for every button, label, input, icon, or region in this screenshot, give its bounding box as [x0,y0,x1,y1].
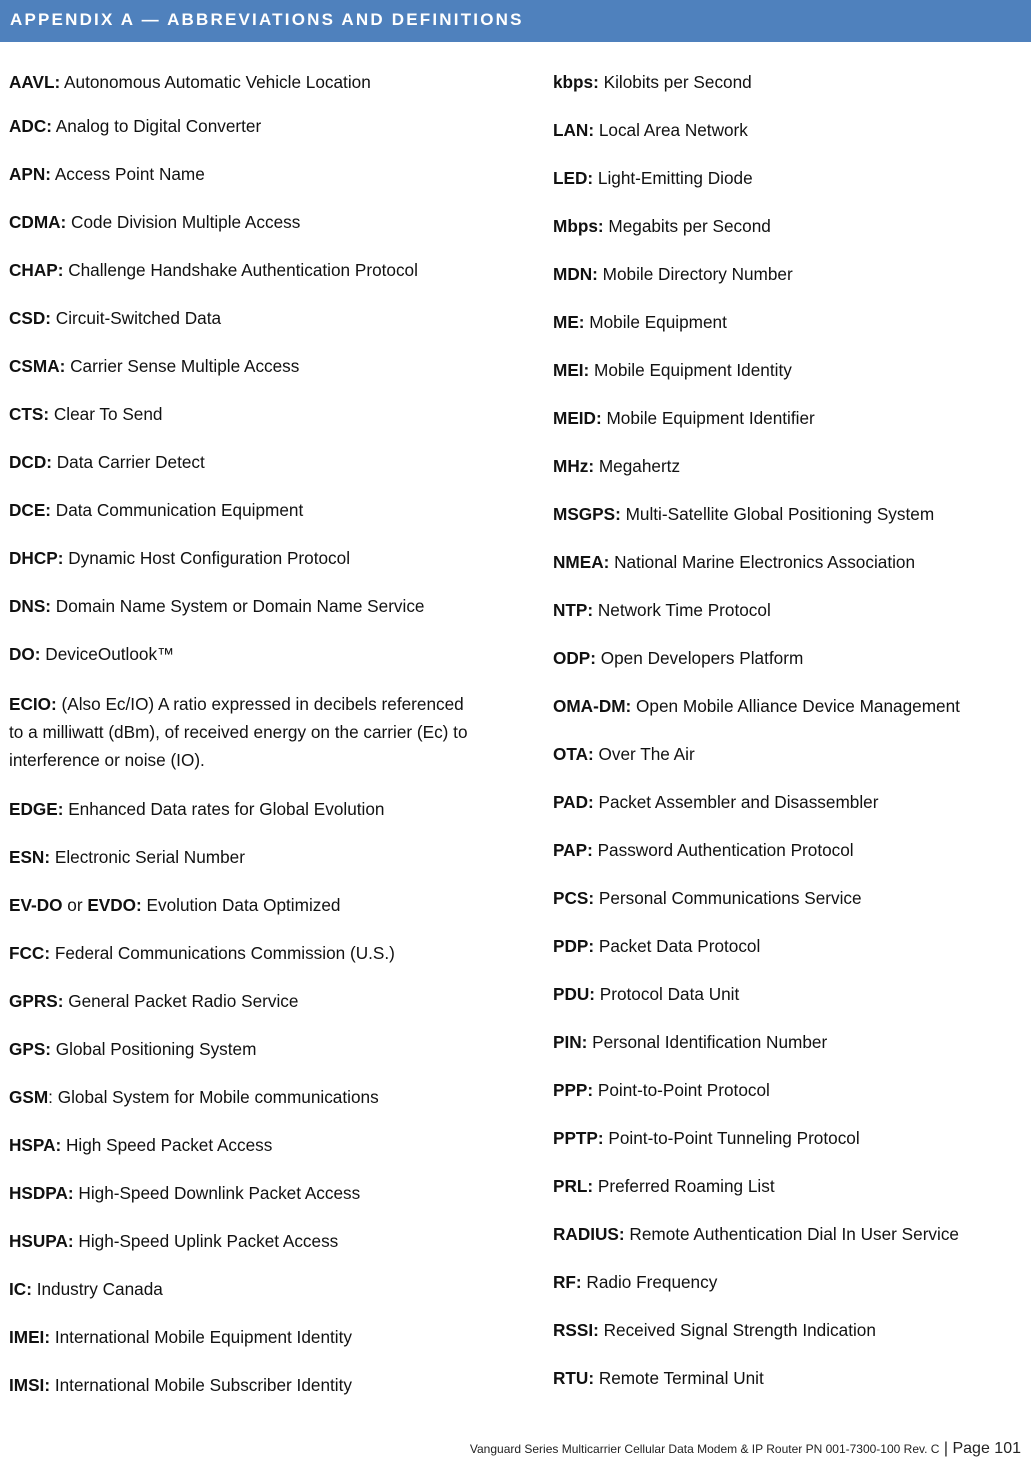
abbreviation-definition: Enhanced Data rates for Global Evolution [63,799,385,819]
abbreviation-definition: Carrier Sense Multiple Access [65,356,300,376]
abbreviation-definition: Global Positioning System [51,1039,257,1059]
abbreviation-term: EV-DO [9,895,63,915]
abbreviation-term: RF: [553,1272,582,1292]
page-number: Page 101 [952,1440,1021,1457]
abbreviation-entry [9,690,479,774]
abbreviation-entry [553,262,793,286]
abbreviation-definition: Clear To Send [49,404,163,424]
abbreviation-definition: Local Area Network [594,120,748,140]
abbreviation-definition: Circuit-Switched Data [51,308,222,328]
abbreviation-definition: Point-to-Point Protocol [593,1080,770,1100]
abbreviation-term: PDP: [553,936,595,956]
abbreviation-term: ECIO: [9,694,57,714]
abbreviation-entry [553,454,680,478]
abbreviation-definition: Dynamic Host Configuration Protocol [63,548,351,568]
abbreviation-term: Mbps: [553,216,604,236]
abbreviation-definition: Over The Air [593,744,695,764]
abbreviation-term: CDMA: [9,212,67,232]
abbreviation-term: PDU: [553,984,596,1004]
abbreviation-definition: Kilobits per Second [598,72,752,92]
abbreviation-term: CHAP: [9,260,64,280]
abbreviation-entry [553,1126,860,1150]
abbreviation-term: MDN: [553,264,598,284]
abbreviation-definition: Electronic Serial Number [50,847,245,867]
abbreviation-entry [553,934,760,958]
abbreviation-definition: High-Speed Downlink Packet Access [73,1183,361,1203]
abbreviation-entry [9,114,261,138]
abbreviation-definition: Code Division Multiple Access [66,212,301,232]
abbreviation-term: EDGE: [9,799,64,819]
abbreviation-term: kbps: [553,72,599,92]
abbreviation-term: NMEA: [553,552,610,572]
abbreviation-term: APN: [9,164,52,184]
abbreviation-entry [9,989,298,1013]
abbreviation-definition: International Mobile Equipment Identity [50,1327,352,1347]
abbreviation-term: PAD: [553,792,594,812]
abbreviation-entry [9,797,384,821]
abbreviation-entry [9,498,303,522]
abbreviation-entry [553,550,915,574]
abbreviation-term: CSMA: [9,356,66,376]
abbreviation-entry [553,886,862,910]
abbreviation-entry [553,1078,770,1102]
abbreviation-definition: DeviceOutlook™ [40,644,175,664]
abbreviation-term: HSPA: [9,1135,62,1155]
abbreviation-term: ESN: [9,847,51,867]
abbreviation-term-alt: EVDO: [87,895,142,915]
section-header-bar [0,0,1031,42]
abbreviation-term: PAP: [553,840,593,860]
abbreviation-definition: High Speed Packet Access [61,1135,273,1155]
abbreviation-term: IC: [9,1279,32,1299]
abbreviation-term: MEI: [553,360,590,380]
footer-document-title: Vanguard Series Multicarrier Cellular Data Modem & IP Router PN 001-7300-100 Rev. C [469,1442,940,1456]
abbreviation-definition: Open Mobile Alliance Device Management [631,696,960,716]
abbreviation-entry [9,594,424,618]
abbreviation-entry [9,1181,360,1205]
abbreviation-term: DNS: [9,596,52,616]
abbreviation-term: DHCP: [9,548,64,568]
abbreviation-definition: Mobile Equipment Identifier [601,408,815,428]
abbreviation-term: RSSI: [553,1320,599,1340]
abbreviation-term: GPRS: [9,991,64,1011]
section-title: APPENDIX A — ABBREVIATIONS AND DEFINITIONS [10,10,524,29]
abbreviation-definition: Data Communication Equipment [51,500,304,520]
abbreviation-definition: Mobile Directory Number [597,264,793,284]
abbreviation-definition: Light-Emitting Diode [593,168,753,188]
abbreviation-entry [9,450,205,474]
abbreviation-term: IMSI: [9,1375,51,1395]
page-footer [470,1440,1021,1458]
abbreviation-definition: Autonomous Automatic Vehicle Location [60,72,371,92]
abbreviation-connector: or [62,895,88,915]
abbreviation-term: RADIUS: [553,1224,625,1244]
abbreviation-definition: Personal Identification Number [587,1032,828,1052]
abbreviation-term: GSM [9,1087,49,1107]
abbreviation-entry [553,1270,717,1294]
abbreviation-term: DO: [9,644,41,664]
abbreviation-entry [553,70,752,94]
abbreviation-term: ME: [553,312,585,332]
abbreviation-entry [9,1229,338,1253]
abbreviation-term: FCC: [9,943,51,963]
abbreviation-definition: Password Authentication Protocol [592,840,854,860]
abbreviation-entry [9,210,300,234]
abbreviation-entry [553,166,753,190]
abbreviation-term: NTP: [553,600,594,620]
abbreviation-definition: Multi-Satellite Global Positioning System [620,504,935,524]
abbreviation-entry [9,1373,352,1397]
abbreviation-entry [553,310,727,334]
abbreviation-definition: Remote Authentication Dial In User Service [624,1224,959,1244]
abbreviation-definition: Protocol Data Unit [595,984,740,1004]
abbreviation-term: ADC: [9,116,52,136]
abbreviation-term: CTS: [9,404,50,424]
abbreviation-entry [9,70,371,94]
abbreviation-entry [553,598,771,622]
abbreviation-term: OTA: [553,744,594,764]
abbreviation-definition: Access Point Name [51,164,205,184]
abbreviation-definition: Network Time Protocol [593,600,771,620]
abbreviation-entry [9,306,221,330]
abbreviation-term: LED: [553,168,594,188]
abbreviation-definition: : Global System for Mobile communications [48,1087,379,1107]
abbreviation-entry [9,845,245,869]
abbreviation-entry [9,1325,352,1349]
abbreviation-definition: High-Speed Uplink Packet Access [73,1231,339,1251]
abbreviation-entry [553,118,748,142]
abbreviation-definition: Personal Communications Service [594,888,862,908]
abbreviation-definition: Packet Assembler and Disassembler [593,792,879,812]
abbreviation-entry [9,1037,256,1061]
abbreviation-entry [553,982,739,1006]
abbreviation-entry [553,358,792,382]
abbreviation-entry [9,1133,272,1157]
abbreviation-entry [9,1277,163,1301]
abbreviation-term: DCE: [9,500,52,520]
abbreviation-term: HSDPA: [9,1183,74,1203]
abbreviation-definition: Remote Terminal Unit [594,1368,764,1388]
abbreviation-entry [9,941,395,965]
abbreviation-term: LAN: [553,120,595,140]
abbreviation-term: HSUPA: [9,1231,74,1251]
abbreviation-entry [9,1085,379,1109]
abbreviation-definition: International Mobile Subscriber Identity [50,1375,352,1395]
abbreviation-definition: Domain Name System or Domain Name Service [51,596,425,616]
abbreviation-definition: Analog to Digital Converter [51,116,262,136]
abbreviation-entry [553,1222,959,1246]
abbreviation-definition: Point-to-Point Tunneling Protocol [603,1128,860,1148]
abbreviation-definition: Preferred Roaming List [593,1176,775,1196]
abbreviation-term: PIN: [553,1032,588,1052]
abbreviation-definition: Radio Frequency [581,1272,718,1292]
abbreviation-definition: Data Carrier Detect [51,452,205,472]
abbreviation-entry [553,406,815,430]
abbreviation-term: IMEI: [9,1327,51,1347]
abbreviation-entry [553,1030,827,1054]
abbreviation-definition: Megahertz [594,456,681,476]
abbreviation-entry [553,742,695,766]
abbreviation-entry [9,402,163,426]
abbreviation-definition: Industry Canada [31,1279,163,1299]
abbreviation-definition: National Marine Electronics Association [609,552,916,572]
abbreviation-entry [553,214,771,238]
abbreviation-term: PRL: [553,1176,594,1196]
abbreviation-term: OMA-DM: [553,696,632,716]
abbreviation-entry [553,1366,764,1390]
abbreviation-entry [553,1318,876,1342]
abbreviation-term: PPTP: [553,1128,604,1148]
abbreviation-entry [553,502,934,526]
abbreviation-definition: General Packet Radio Service [63,991,299,1011]
abbreviation-definition: Federal Communications Commission (U.S.) [50,943,395,963]
abbreviation-definition: Packet Data Protocol [594,936,761,956]
abbreviation-term: ODP: [553,648,596,668]
abbreviation-term: GPS: [9,1039,52,1059]
abbreviation-definition: (Also Ec/IO) A ratio expressed in decibels referenced to a milliwatt (dBm), of received energy on the carrier (Ec) to interference or noise (IO). [9,694,468,770]
abbreviation-definition: Open Developers Platform [595,648,804,668]
abbreviation-entry [9,642,174,666]
abbreviation-entry [553,838,854,862]
abbreviation-entry [553,646,803,670]
abbreviation-term: PCS: [553,888,595,908]
abbreviation-entry [553,790,878,814]
abbreviation-definition: Challenge Handshake Authentication Protocol [63,260,418,280]
footer-separator: | [939,1440,953,1457]
abbreviation-definition: Mobile Equipment [584,312,727,332]
abbreviation-definition: Megabits per Second [603,216,771,236]
abbreviation-term: MEID: [553,408,602,428]
abbreviation-term: AAVL: [9,72,61,92]
abbreviation-term: CSD: [9,308,52,328]
abbreviation-definition: Mobile Equipment Identity [589,360,792,380]
abbreviation-definition: Evolution Data Optimized [141,895,341,915]
abbreviation-term: PPP: [553,1080,594,1100]
abbreviation-entry [553,694,960,718]
abbreviation-entry [9,354,299,378]
abbreviation-term: MSGPS: [553,504,621,524]
abbreviation-entry [9,546,350,570]
abbreviation-term: DCD: [9,452,52,472]
abbreviation-definition: Received Signal Strength Indication [598,1320,876,1340]
abbreviation-entry [9,258,418,282]
abbreviation-entry [553,1174,775,1198]
abbreviation-term: MHz: [553,456,595,476]
abbreviation-entry [9,162,205,186]
abbreviation-term: RTU: [553,1368,595,1388]
abbreviation-entry [9,893,340,917]
